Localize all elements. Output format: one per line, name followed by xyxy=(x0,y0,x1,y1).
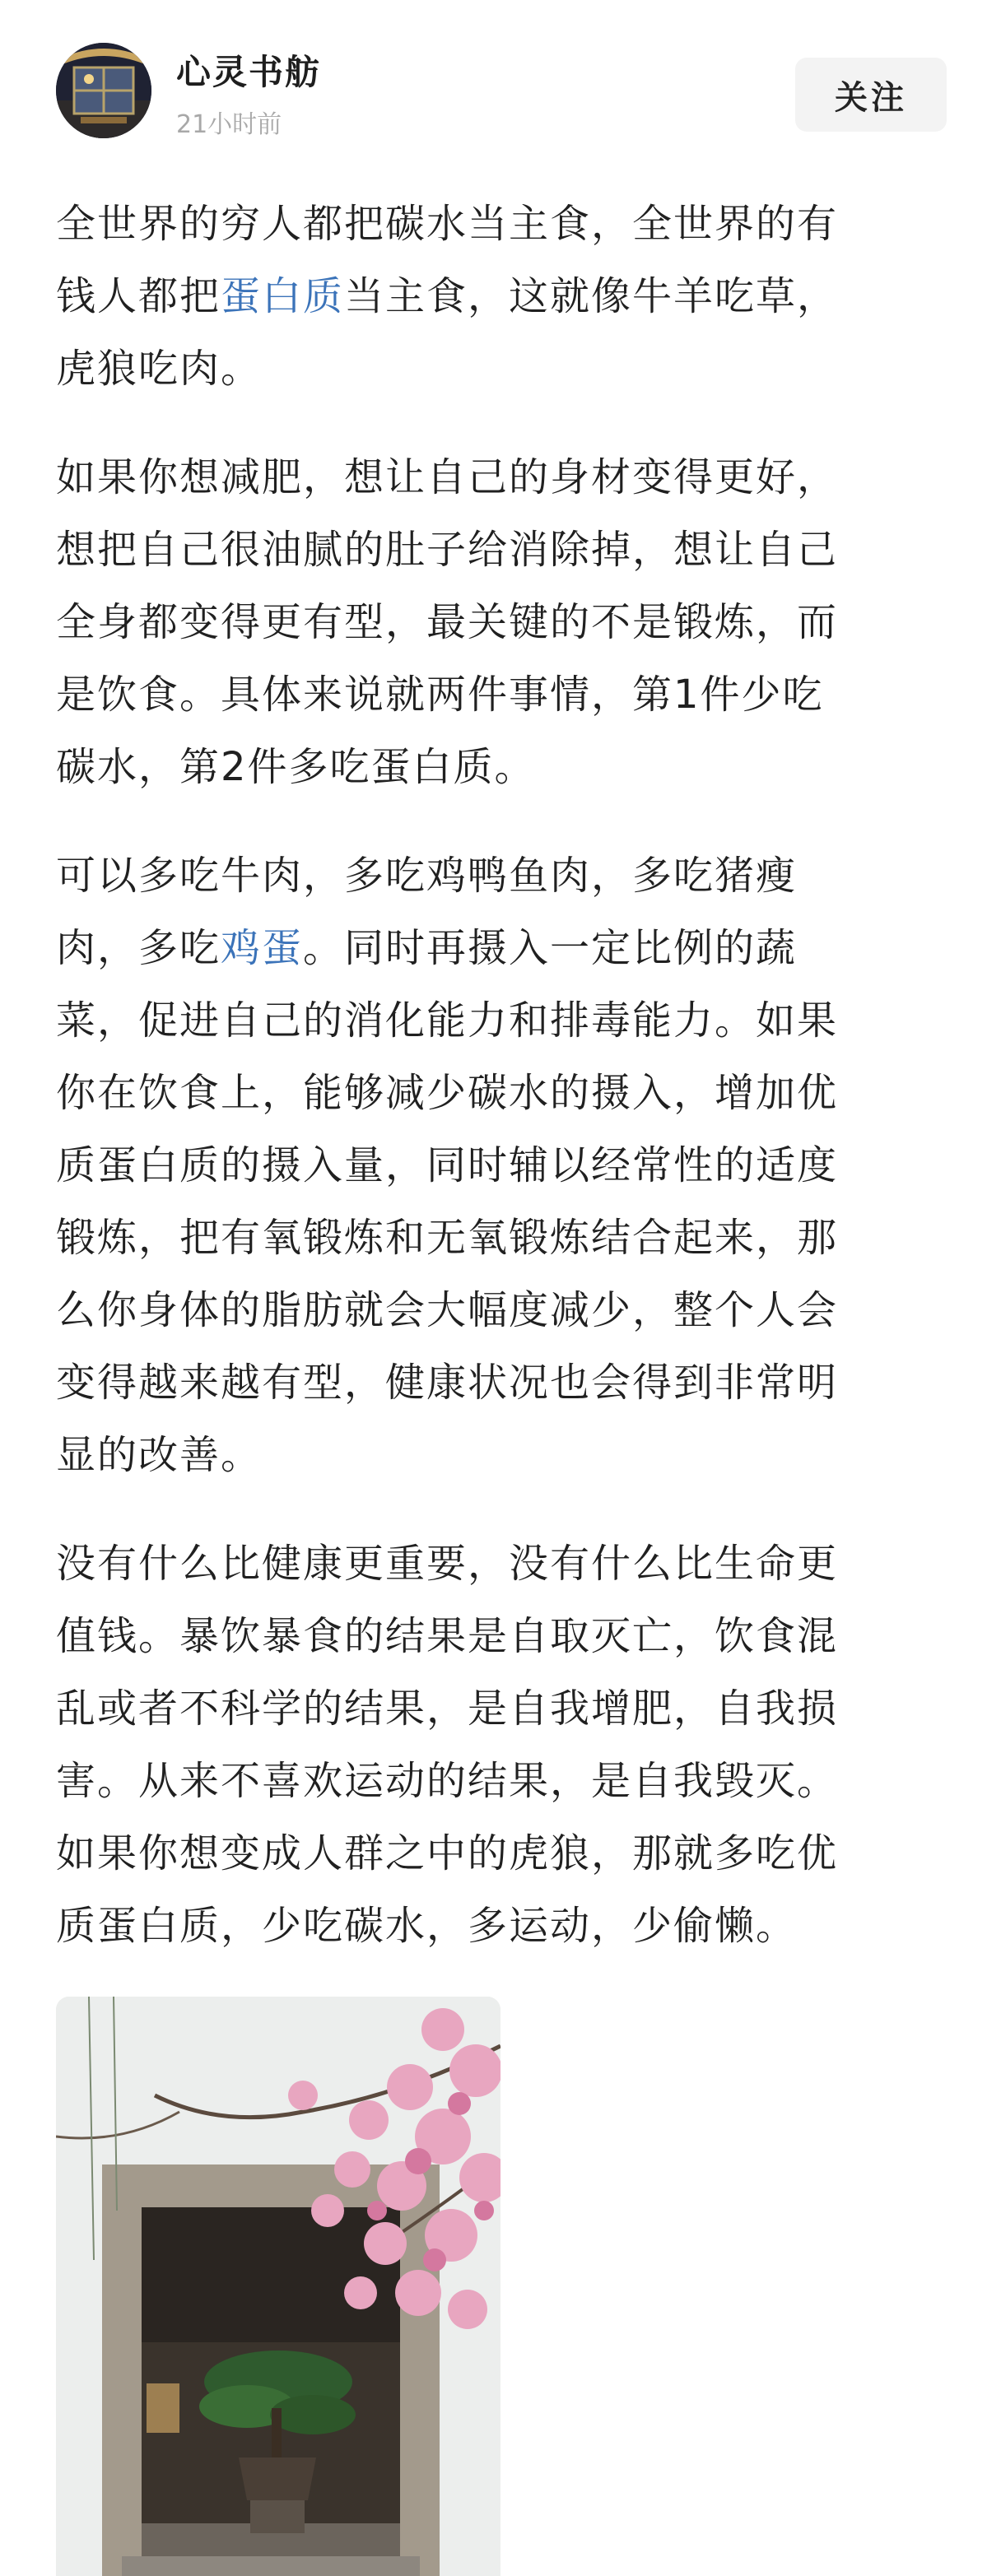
paragraph-line xyxy=(56,731,945,803)
paragraph-line xyxy=(56,332,945,405)
text-segment: 质蛋白质的摄入量，同时辅以经常性的适度 xyxy=(56,1142,839,1188)
text-segment: 碳水，第2件多吃蛋白质。 xyxy=(56,744,536,790)
paragraph-line xyxy=(56,260,945,332)
avatar-night-window-icon xyxy=(56,43,151,138)
article-body xyxy=(56,188,945,1998)
text-segment: 当主食，这就像牛羊吃草， xyxy=(344,273,839,319)
paragraph-line xyxy=(56,1527,945,1600)
text-segment: 想把自己很油腻的肚子给消除掉，想让自己 xyxy=(56,527,839,573)
article-paragraph xyxy=(56,1527,945,1962)
text-segment: 锻炼，把有氧锻炼和无氧锻炼结合起来，那 xyxy=(56,1215,839,1261)
text-segment: 是饮食。具体来说就两件事情，第1件少吃 xyxy=(56,672,824,718)
text-segment: 你在饮食上，能够减少碳水的摄入，增加优 xyxy=(56,1070,839,1116)
paragraph-line xyxy=(56,188,945,260)
paragraph-line xyxy=(56,984,945,1057)
post-timestamp: 21小时前 xyxy=(176,110,282,139)
paragraph-line xyxy=(56,514,945,586)
text-segment: 如果你想变成人群之中的虎狼，那就多吃优 xyxy=(56,1830,839,1876)
keyword-link[interactable]: 鸡蛋 xyxy=(221,925,304,971)
paragraph-line xyxy=(56,586,945,658)
article-paragraph xyxy=(56,188,945,405)
paragraph-line xyxy=(56,912,945,984)
post-header xyxy=(0,0,1001,165)
text-segment: 全身都变得更有型，最关键的不是锻炼，而 xyxy=(56,599,839,645)
text-segment: 如果你想减肥，想让自己的身材变得更好， xyxy=(56,454,839,500)
text-segment: 质蛋白质，少吃碳水，多运动，少偷懒。 xyxy=(56,1903,798,1949)
paragraph-line xyxy=(56,1600,945,1672)
text-segment: 么你身体的脂肪就会大幅度减少，整个人会 xyxy=(56,1287,839,1333)
text-segment: 肉，多吃 xyxy=(56,925,221,971)
author-avatar[interactable] xyxy=(56,43,151,138)
paragraph-line xyxy=(56,1346,945,1419)
text-segment: 变得越来越有型，健康状况也会得到非常明 xyxy=(56,1360,839,1406)
keyword-link[interactable]: 蛋白质 xyxy=(221,273,345,319)
paragraph-line xyxy=(56,839,945,912)
text-segment: 可以多吃牛肉，多吃鸡鸭鱼肉，多吃猪瘦 xyxy=(56,853,798,899)
text-segment: 。同时再摄入一定比例的蔬 xyxy=(303,925,798,971)
paragraph-line xyxy=(56,658,945,731)
follow-button[interactable]: 关注 xyxy=(795,58,947,132)
text-segment: 值钱。暴饮暴食的结果是自取灭亡，饮食混 xyxy=(56,1613,839,1659)
paragraph-line xyxy=(56,1419,945,1491)
paragraph-line xyxy=(56,1274,945,1346)
text-segment: 菜，促进自己的消化能力和排毒能力。如果 xyxy=(56,997,839,1044)
paragraph-line xyxy=(56,1745,945,1817)
paragraph-line xyxy=(56,1672,945,1745)
text-segment: 乱或者不科学的结果，是自我增肥，自我损 xyxy=(56,1686,839,1732)
paragraph-line xyxy=(56,1057,945,1129)
article-image[interactable] xyxy=(56,1997,500,2576)
text-segment: 虎狼吃肉。 xyxy=(56,346,263,392)
paragraph-line xyxy=(56,1129,945,1202)
text-segment: 没有什么比健康更重要，没有什么比生命更 xyxy=(56,1541,839,1587)
paragraph-line xyxy=(56,441,945,514)
author-name[interactable]: 心灵书舫 xyxy=(176,52,322,92)
text-segment: 全世界的穷人都把碳水当主食，全世界的有 xyxy=(56,201,839,247)
text-segment: 害。从来不喜欢运动的结果，是自我毁灭。 xyxy=(56,1758,839,1804)
paragraph-line xyxy=(56,1817,945,1890)
article-paragraph xyxy=(56,839,945,1491)
paragraph-line xyxy=(56,1890,945,1962)
text-segment: 显的改善。 xyxy=(56,1432,263,1478)
article-paragraph xyxy=(56,441,945,803)
paragraph-line xyxy=(56,1202,945,1274)
text-segment: 钱人都把 xyxy=(56,273,221,319)
blossom-doorway-bonsai-image xyxy=(56,1997,500,2576)
